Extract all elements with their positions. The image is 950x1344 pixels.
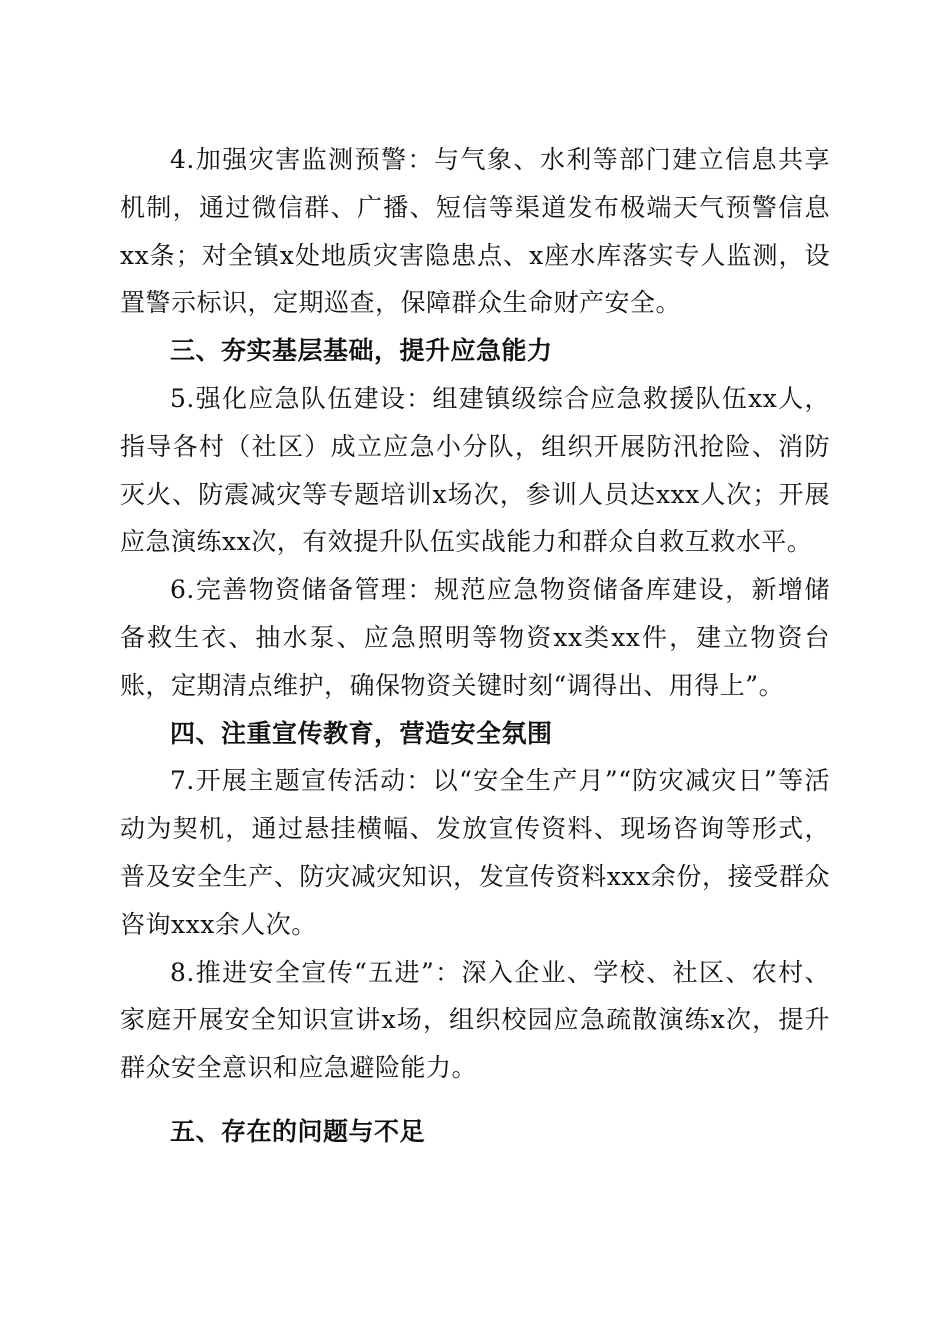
- paragraph-item-8: 8.推进安全宣传“五进”：深入企业、学校、社区、农村、家庭开展安全知识宣讲x场，组织校园应急疏散演练x次，提升群众安全意识和应急避险能力。: [120, 957, 830, 1083]
- section-spacer: [120, 1092, 830, 1108]
- paragraph-item-6: 6.完善物资储备管理：规范应急物资储备库建设，新增储备救生衣、抽水泵、应急照明等物资xx类xx件，建立物资台账，定期清点维护，确保物资关键时刻“调得出、用得上”。: [120, 575, 830, 700]
- section-heading-3: 三、夯实基层基础，提升应急能力: [170, 336, 553, 366]
- document-body: [120, 136, 830, 1156]
- paragraph-item-5: 5.强化应急队伍建设：组建镇级综合应急救援队伍xx人，指导各村（社区）成立应急小分队，组织开展防汛抢险、消防灭火、防震减灾等专题培训x场次，参训人员达xxx人次；开展应急演练xx次，有效提升队伍实战能力和群众自救互救水平。: [120, 383, 830, 557]
- section-heading-4: 四、注重宣传教育，营造安全氛围: [170, 718, 553, 748]
- paragraph-item-7: 7.开展主题宣传活动：以“安全生产月”“防灾减灾日”等活动为契机，通过悬挂横幅、发放宣传资料、现场咨询等形式，普及安全生产、防灾减灾知识，发宣传资料xxx余份，接受群众咨询xxx余人次。: [120, 766, 830, 939]
- paragraph-item-4: 4.加强灾害监测预警：与气象、水利等部门建立信息共享机制，通过微信群、广播、短信等渠道发布极端天气预警信息xx条；对全镇x处地质灾害隐患点、x座水库落实专人监测，设置警示标识，定期巡查，保障群众生命财产安全。: [120, 145, 830, 318]
- section-heading-5: 五、存在的问题与不足: [170, 1116, 426, 1146]
